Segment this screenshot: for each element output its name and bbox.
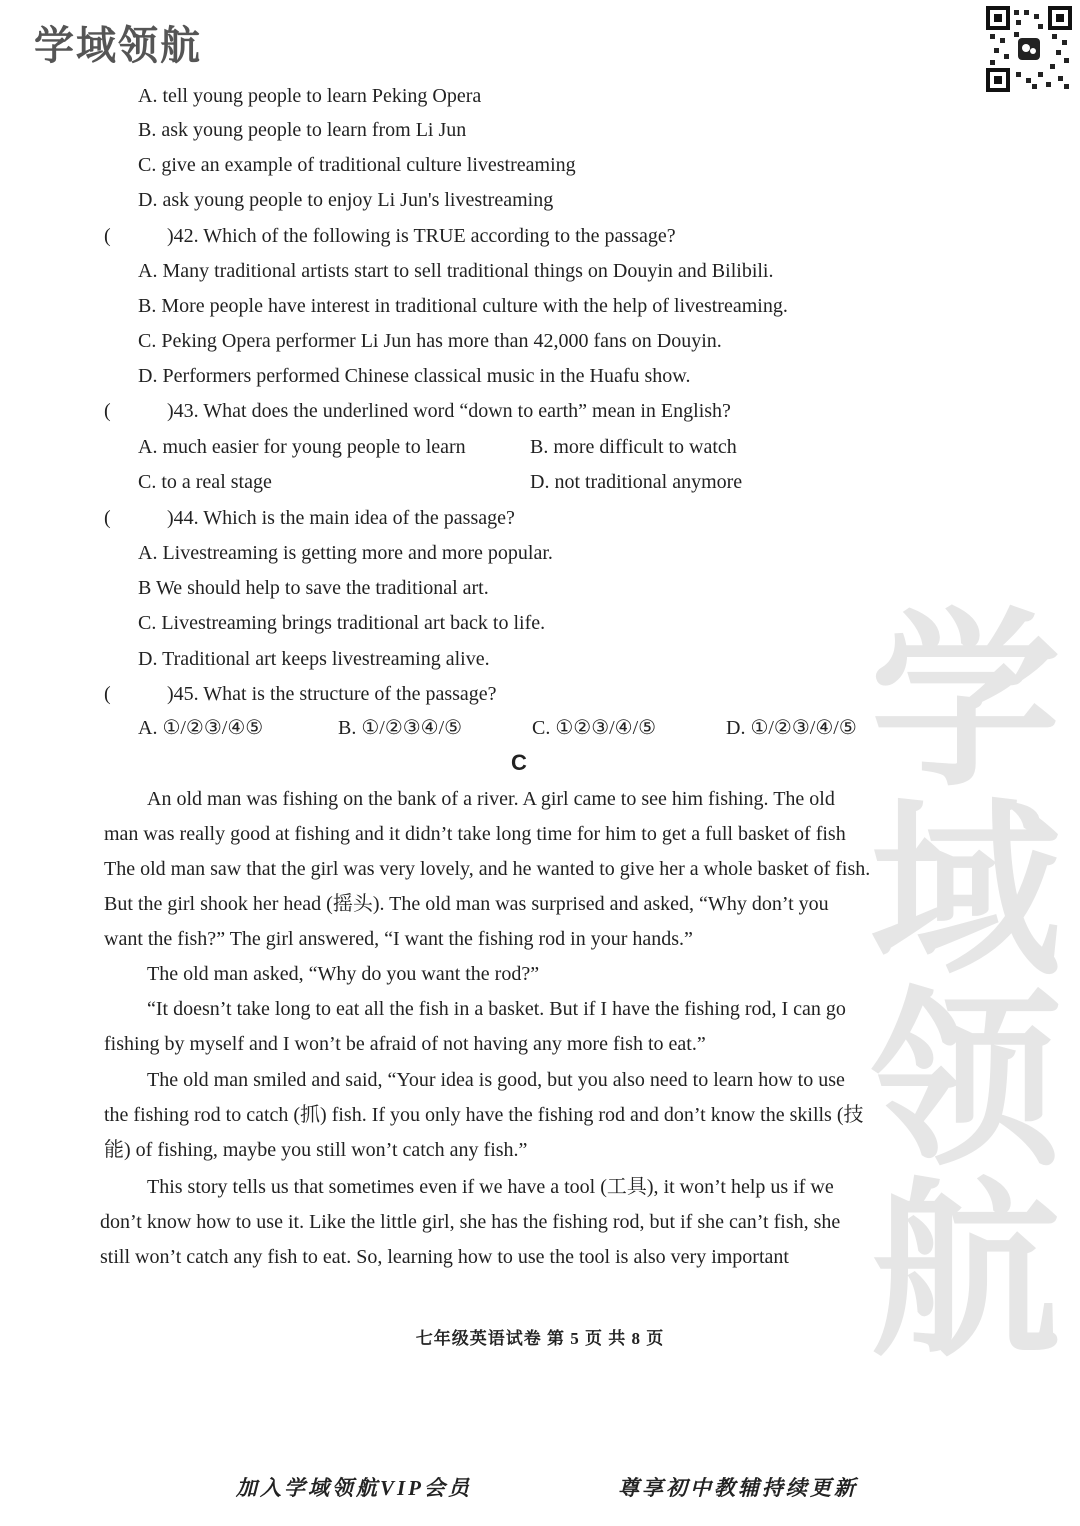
q45-option-a: A. ①/②③/④⑤ <box>138 717 264 739</box>
passage-line: fishing by myself and I won’t be afraid of not having any more fish to eat.” <box>104 1033 706 1055</box>
q42-stem: )42. Which of the following is TRUE according to the passage? <box>167 225 676 247</box>
q43-option-c: C. to a real stage <box>138 471 272 493</box>
q41-option-c: C. give an example of traditional culture livestreaming <box>138 154 576 176</box>
q43-option-d: D. not traditional anymore <box>530 471 743 493</box>
brand-logo: 学域领航 <box>34 23 202 69</box>
q44-answer-bracket: ( <box>104 507 111 529</box>
passage-paragraph-4 <box>104 1063 936 1168</box>
q44-option-c: C. Livestreaming brings traditional art back to life. <box>138 612 546 634</box>
passage-paragraph-2 <box>104 957 936 992</box>
q41-option-a: A. tell young people to learn Peking Opera <box>138 85 482 107</box>
passage-paragraph-5 <box>100 1170 932 1275</box>
passage-line: 能) of fishing, maybe you still won’t catch any fish.” <box>104 1139 528 1161</box>
passage-line: man was really good at fishing and it didn’t take long time for him to get a full basket of fish <box>104 823 846 845</box>
footer-ad-left: 加入学域领航VIP会员 <box>236 1476 473 1500</box>
q44-stem: )44. Which is the main idea of the passage? <box>167 507 515 529</box>
q42-option-b: B. More people have interest in traditional culture with the help of livestreaming. <box>138 295 788 317</box>
passage-line: want the fish?” The girl answered, “I want the fishing rod in your hands.” <box>104 928 693 950</box>
q45-option-c: C. ①②③/④/⑤ <box>532 717 657 739</box>
passage-line: “It doesn’t take long to eat all the fish in a basket. But if I have the fishing rod, I can go <box>147 998 846 1020</box>
q41-option-d: D. ask young people to enjoy Li Jun's livestreaming <box>138 189 554 211</box>
q45-stem: )45. What is the structure of the passage? <box>167 683 497 705</box>
q45-option-d: D. ①/②③/④/⑤ <box>726 717 857 739</box>
q41-option-b: B. ask young people to learn from Li Jun <box>138 119 467 141</box>
page-footer-info: 七年级英语试卷 第 5 页 共 8 页 <box>415 1329 665 1348</box>
passage-line: The old man smiled and said, “Your idea is good, but you also need to learn how to use <box>147 1069 845 1091</box>
q42-option-c: C. Peking Opera performer Li Jun has more than 42,000 fans on Douyin. <box>138 330 722 352</box>
q44-option-d: D. Traditional art keeps livestreaming alive. <box>138 648 490 670</box>
passage-line: The old man asked, “Why do you want the rod?” <box>147 963 540 985</box>
qr-code-image <box>986 6 1072 92</box>
q43-stem: )43. What does the underlined word “down to earth” mean in English? <box>167 400 731 422</box>
passage-paragraph-1 <box>104 782 936 957</box>
q44-option-a: A. Livestreaming is getting more and more popular. <box>138 542 553 564</box>
passage-line: still won’t catch any fish to eat. So, learning how to use the tool is also very important <box>100 1246 789 1268</box>
passage-paragraph-3 <box>104 992 936 1062</box>
passage-line: the fishing rod to catch (抓) fish. If you only have the fishing rod and don’t know the skills (技 <box>104 1104 864 1126</box>
q45-option-b: B. ①/②③④/⑤ <box>338 717 463 739</box>
passage-line: don’t know how to use it. Like the little girl, she has the fishing rod, but if she can’t fish, she <box>100 1211 841 1233</box>
watermark-text: 学域领航 <box>839 600 1060 1360</box>
footer-ad-right: 尊享初中教辅持续更新 <box>618 1476 858 1500</box>
q42-option-a: A. Many traditional artists start to sell traditional things on Douyin and Bilibili. <box>138 260 774 282</box>
q43-option-a: A. much easier for young people to learn <box>138 436 466 458</box>
q43-answer-bracket: ( <box>104 400 111 422</box>
q42-answer-bracket: ( <box>104 225 111 247</box>
q43-option-b: B. more difficult to watch <box>530 436 737 458</box>
q42-option-d: D. Performers performed Chinese classical music in the Huafu show. <box>138 365 691 387</box>
section-heading: C <box>511 750 527 775</box>
q44-option-b: B We should help to save the traditional art. <box>138 577 489 599</box>
q45-answer-bracket: ( <box>104 683 111 705</box>
passage-line: The old man saw that the girl was very lovely, and he wanted to give her a whole basket of fish. <box>104 858 871 880</box>
passage-line: But the girl shook her head (摇头). The old man was surprised and asked, “Why don’t you <box>104 893 829 915</box>
passage-line: An old man was fishing on the bank of a river. A girl came to see him fishing. The old <box>147 788 835 810</box>
passage-line: This story tells us that sometimes even if we have a tool (工具), it won’t help us if we <box>147 1176 834 1198</box>
